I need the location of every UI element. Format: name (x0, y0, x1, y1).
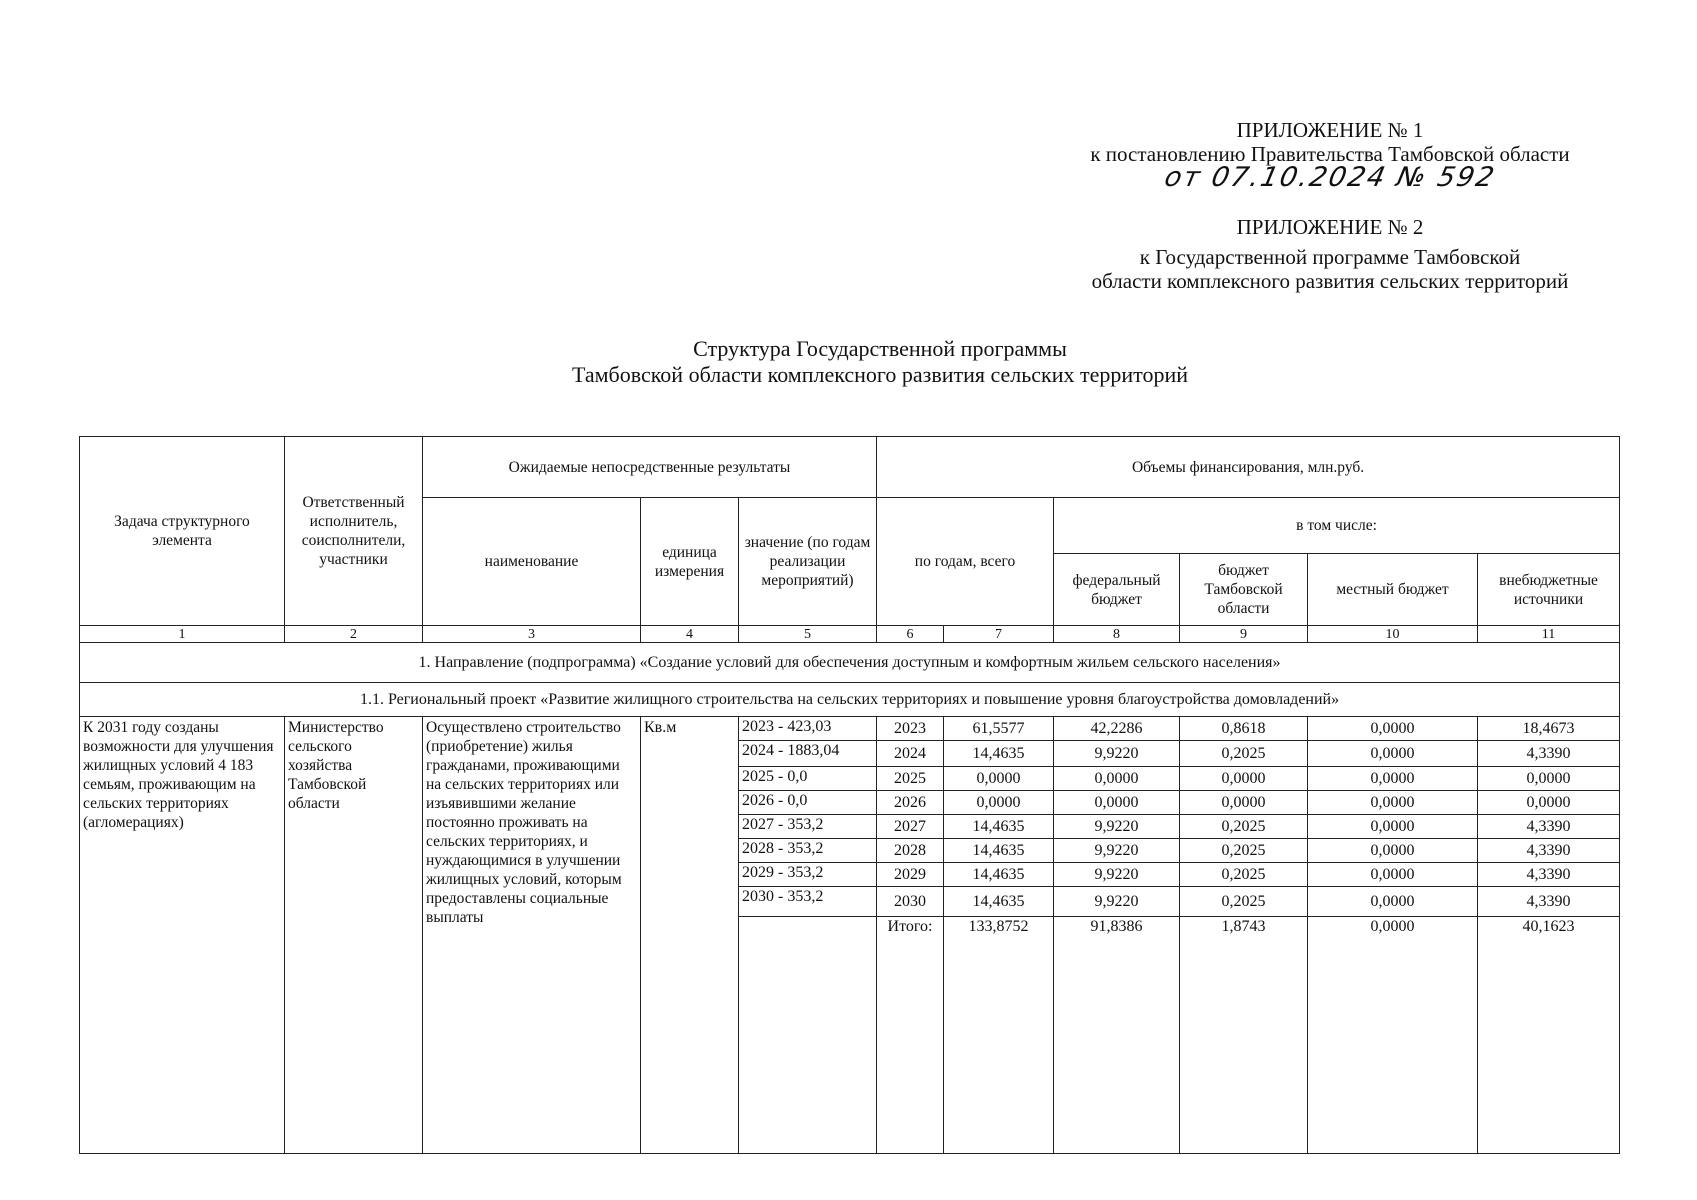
row-2028-total: 14,4635 (944, 839, 1054, 863)
row-2030-extra: 4,3390 (1478, 887, 1620, 917)
row-2028-federal: 9,9220 (1054, 839, 1180, 863)
row-2026-year: 2026 (877, 791, 944, 815)
header-federal: федеральный бюджет (1054, 554, 1180, 626)
header-local: местный бюджет (1308, 554, 1478, 626)
row-2026-regional: 0,0000 (1180, 791, 1308, 815)
row-2027-total: 14,4635 (944, 815, 1054, 839)
total-row-value-empty (739, 917, 877, 1154)
col-number-1: 1 (80, 626, 285, 643)
row-2023-extra: 18,4673 (1478, 717, 1620, 741)
header-by-years-total: по годам, всего (877, 498, 1054, 626)
row-2027-federal: 9,9220 (1054, 815, 1180, 839)
row-2030-local: 0,0000 (1308, 887, 1478, 917)
row-2028-year: 2028 (877, 839, 944, 863)
row-2025-total: 0,0000 (944, 767, 1054, 791)
row-2029-value: 2029 - 353,2 (739, 863, 877, 887)
row-2030-regional: 0,2025 (1180, 887, 1308, 917)
row-2029-regional: 0,2025 (1180, 863, 1308, 887)
header-funding: Объемы финансирования, млн.руб. (877, 437, 1620, 498)
row-2025-regional: 0,0000 (1180, 767, 1308, 791)
row-2028-regional: 0,2025 (1180, 839, 1308, 863)
row-2026-extra: 0,0000 (1478, 791, 1620, 815)
section-regional-project-1-1: 1.1. Региональный проект «Развитие жилищного строительства на сельских территориях и повышение уровня благоустройства домовладений» (80, 683, 1620, 717)
col-number-9: 9 (1180, 626, 1308, 643)
row-2027-extra: 4,3390 (1478, 815, 1620, 839)
responsible-cell: Министерство сельского хозяйства Тамбовской области (285, 717, 423, 1154)
row-2026-value: 2026 - 0,0 (739, 791, 877, 815)
total-row-label: Итого: (877, 917, 944, 1154)
col-number-4: 4 (641, 626, 739, 643)
row-2024-regional: 0,2025 (1180, 741, 1308, 767)
row-2024-federal: 9,9220 (1054, 741, 1180, 767)
appendix-2-block (1050, 215, 1610, 293)
row-2029-total: 14,4635 (944, 863, 1054, 887)
row-2025-year: 2025 (877, 767, 944, 791)
row-2024-value: 2024 - 1883,04 (739, 741, 877, 767)
row-2026-federal: 0,0000 (1054, 791, 1180, 815)
row-2029-local: 0,0000 (1308, 863, 1478, 887)
row-2029-year: 2029 (877, 863, 944, 887)
row-2030-total: 14,4635 (944, 887, 1054, 917)
col-number-6: 6 (877, 626, 944, 643)
header-unit: единица измерения (641, 498, 739, 626)
row-2025-extra: 0,0000 (1478, 767, 1620, 791)
row-2026-local: 0,0000 (1308, 791, 1478, 815)
header-extrabudgetary: внебюджетные источники (1478, 554, 1620, 626)
col-number-3: 3 (423, 626, 641, 643)
row-2030-federal: 9,9220 (1054, 887, 1180, 917)
header-name: наименование (423, 498, 641, 626)
total-row-regional: 1,8743 (1180, 917, 1308, 1154)
row-2029-federal: 9,9220 (1054, 863, 1180, 887)
row-2023-local: 0,0000 (1308, 717, 1478, 741)
row-2027-year: 2027 (877, 815, 944, 839)
row-2030-value: 2030 - 353,2 (739, 887, 877, 917)
header-regional: бюджет Тамбовской области (1180, 554, 1308, 626)
total-row-total: 133,8752 (944, 917, 1054, 1154)
appendix-1-title: ПРИЛОЖЕНИЕ № 1 (1236, 118, 1424, 142)
row-2029-extra: 4,3390 (1478, 863, 1620, 887)
header-responsible: Ответственный исполнитель, соисполнители, участники (285, 437, 423, 626)
row-2024-extra: 4,3390 (1478, 741, 1620, 767)
appendix-1-block (1050, 118, 1610, 196)
header-task: Задача структурного элемента (80, 437, 285, 626)
total-row-federal: 91,8386 (1054, 917, 1180, 1154)
row-2025-value: 2025 - 0,0 (739, 767, 877, 791)
col-number-7: 7 (944, 626, 1054, 643)
row-2030-year: 2030 (877, 887, 944, 917)
col-number-8: 8 (1054, 626, 1180, 643)
col-number-5: 5 (739, 626, 877, 643)
row-2027-regional: 0,2025 (1180, 815, 1308, 839)
row-2027-value: 2027 - 353,2 (739, 815, 877, 839)
appendix-1-line: к постановлению Правительства Тамбовской области (1090, 142, 1570, 166)
result-name-cell: Осуществлено строительство (приобретение) жилья гражданами, проживающими на сельских территориях или изъявившими желание постоянно проживать на сельских территориях, и нуждающимися в улучшении жилищных условий, которым предоставлены социальные выплаты (423, 717, 641, 1154)
handwritten-date-number: от 07.10.2024 № 592 (1161, 162, 1499, 193)
row-2028-extra: 4,3390 (1478, 839, 1620, 863)
total-row-local: 0,0000 (1308, 917, 1478, 1154)
program-structure-table (79, 436, 1620, 1154)
row-2025-federal: 0,0000 (1054, 767, 1180, 791)
document-title-line1: Структура Государственной программы (693, 336, 1067, 361)
row-2024-year: 2024 (877, 741, 944, 767)
row-2023-regional: 0,8618 (1180, 717, 1308, 741)
col-number-11: 11 (1478, 626, 1620, 643)
row-2023-federal: 42,2286 (1054, 717, 1180, 741)
total-row-extra: 40,1623 (1478, 917, 1620, 1154)
unit-cell: Кв.м (641, 717, 739, 1154)
row-2027-local: 0,0000 (1308, 815, 1478, 839)
row-2028-local: 0,0000 (1308, 839, 1478, 863)
row-2023-year: 2023 (877, 717, 944, 741)
appendix-2-line2: области комплексного развития сельских территорий (1091, 269, 1569, 293)
document-title (450, 336, 1310, 388)
row-2028-value: 2028 - 353,2 (739, 839, 877, 863)
row-2023-value: 2023 - 423,03 (739, 717, 877, 741)
row-2024-total: 14,4635 (944, 741, 1054, 767)
col-number-2: 2 (285, 626, 423, 643)
appendix-2-title: ПРИЛОЖЕНИЕ № 2 (1236, 215, 1424, 239)
document-title-line2: Тамбовской области комплексного развития сельских территорий (571, 362, 1189, 387)
row-2023-total: 61,5577 (944, 717, 1054, 741)
header-value: значение (по годам реализации мероприятий) (739, 498, 877, 626)
section-direction-1: 1. Направление (подпрограмма) «Создание условий для обеспечения доступным и комфортным жильем сельского населения» (80, 643, 1620, 683)
col-number-10: 10 (1308, 626, 1478, 643)
header-including: в том числе: (1054, 498, 1620, 554)
row-2024-local: 0,0000 (1308, 741, 1478, 767)
row-2026-total: 0,0000 (944, 791, 1054, 815)
appendix-2-line1: к Государственной программе Тамбовской (1139, 245, 1521, 269)
task-cell: К 2031 году созданы возможности для улучшения жилищных условий 4 183 семьям, проживающим на сельских территориях (агломерациях) (80, 717, 285, 1154)
header-expected-results: Ожидаемые непосредственные результаты (423, 437, 877, 498)
row-2025-local: 0,0000 (1308, 767, 1478, 791)
